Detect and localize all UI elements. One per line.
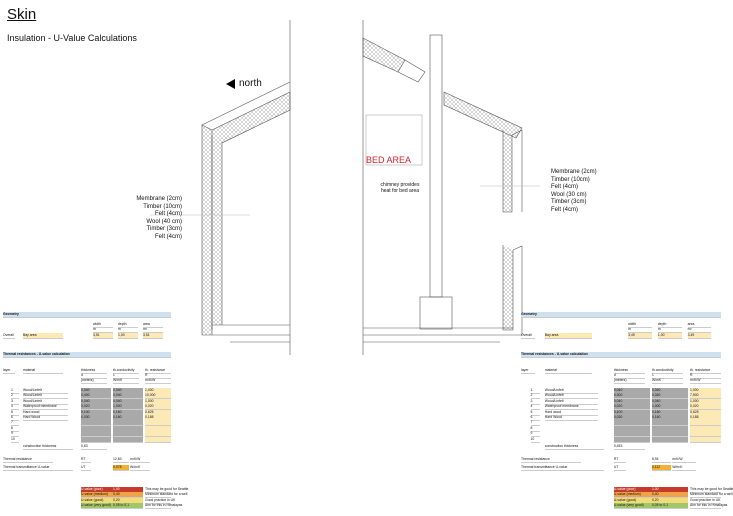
layer-thickness: 0,040 xyxy=(614,388,650,394)
layer-material: Waterproof membrane xyxy=(545,404,599,410)
layer-conductivity: 0,040 xyxy=(652,388,688,394)
layer-label: Timber (3cm) xyxy=(146,226,182,232)
legend-note: Minimum standard for a well xyxy=(145,492,188,497)
geometry-col-header: area xyxy=(688,322,712,328)
layer-number: 4 xyxy=(531,404,541,410)
col-header: material xyxy=(545,368,593,374)
col-unit: (meters) xyxy=(614,378,645,384)
construction-value: 0,63 xyxy=(81,444,107,450)
legend-value: 0,05 to 0,1 xyxy=(113,503,143,509)
legend-label: U-value (good) xyxy=(614,498,652,504)
layer-label: Wool (40 cm) xyxy=(146,218,182,225)
legend-label: U-value (good) xyxy=(81,498,113,504)
layer-thickness: 0,030 xyxy=(81,415,111,421)
layer-conductivity: 0,040 xyxy=(652,399,688,405)
layer-resistance: 1,000 xyxy=(145,399,171,405)
layer-material: Wood/Linfelt xyxy=(545,399,599,405)
overall-value: 1,00 xyxy=(118,333,138,339)
geometry-unit: m xyxy=(93,327,113,333)
overall-value: 3,51 xyxy=(93,333,113,339)
layer-number: 8 xyxy=(531,426,541,432)
layer-number: 1 xyxy=(531,388,541,394)
layer-thickness: 0,020 xyxy=(614,404,650,410)
col-header: thickness xyxy=(81,368,107,374)
layer-conductivity: 0,040 xyxy=(113,399,143,405)
legend-note: Minimum standard for a well xyxy=(690,492,733,497)
geometry-col-header: width xyxy=(93,322,113,328)
legend-note: This may be good for Seattle xyxy=(145,487,189,491)
col-header: layer xyxy=(521,368,535,374)
layer-number: 9 xyxy=(11,431,19,437)
rt-value: 8,94 xyxy=(652,457,671,463)
layer-thickness: 0,030 xyxy=(614,415,650,421)
legend-value: 0,40 xyxy=(113,492,143,498)
geometry-header: Geometry xyxy=(521,312,721,318)
layer-material: Hard Wood xyxy=(23,415,68,421)
layer-label: Felt (4cm) xyxy=(551,184,578,190)
left-layer-list xyxy=(118,196,182,241)
col-header: th.conductivity xyxy=(652,368,683,374)
empty-cell xyxy=(652,437,688,443)
layer-resistance: 1,000 xyxy=(690,399,721,405)
layer-conductivity: 0,040 xyxy=(652,393,688,399)
layer-label: Membrane (2cm) xyxy=(136,196,182,202)
rt-label: Thermal resistance xyxy=(3,457,53,463)
layer-thickness: 0,040 xyxy=(81,388,111,394)
layer-conductivity: 0,040 xyxy=(113,388,143,394)
u-unit: W/m²K xyxy=(672,465,696,471)
layer-resistance: 0,188 xyxy=(145,415,171,421)
legend-value: 0,20 xyxy=(652,498,688,504)
col-unit: m²K/W xyxy=(145,378,171,384)
layer-number: 4 xyxy=(11,404,19,410)
layer-number: 3 xyxy=(11,399,19,405)
layer-resistance: 10,000 xyxy=(145,393,171,399)
geometry-col-header: depth xyxy=(658,322,682,328)
overall-value: 3,51 xyxy=(143,333,163,339)
layer-number: 10 xyxy=(531,437,541,443)
layer-resistance: 0,020 xyxy=(690,404,721,410)
u-label: Thermal transmittance U-value xyxy=(521,465,604,471)
u-value: 0,078 xyxy=(113,465,129,471)
layer-conductivity: 0,160 xyxy=(652,415,688,421)
geometry-header: Geometry xyxy=(3,312,171,318)
legend-label: U-value (medium) xyxy=(81,492,113,498)
col-unit: (meters) xyxy=(81,378,107,384)
layer-thickness: 0,020 xyxy=(81,404,111,410)
col-header: material xyxy=(23,368,63,374)
u-symbol: UT xyxy=(614,465,626,471)
geometry-col-header: depth xyxy=(118,322,138,328)
rt-symbol: RT xyxy=(614,457,626,463)
layer-material: Hard Wood xyxy=(545,415,599,421)
rt-unit: m²K/W xyxy=(130,457,150,463)
layer-thickness: 0,400 xyxy=(81,393,111,399)
layer-material: Waterproof membrane xyxy=(23,404,68,410)
geometry-col-header: area xyxy=(143,322,163,328)
layer-number: 2 xyxy=(11,393,19,399)
layer-material: Hard wood xyxy=(23,410,68,416)
construction-label: construction thickness xyxy=(545,444,605,450)
layer-label: Wool (30 cm) xyxy=(551,191,587,198)
layer-conductivity: 0,160 xyxy=(652,410,688,416)
layer-number: 7 xyxy=(11,420,19,426)
u-value-sheet-left xyxy=(3,312,189,512)
legend-value: 0,40 xyxy=(652,492,688,498)
layer-number: 7 xyxy=(531,420,541,426)
col-unit: W/mK xyxy=(113,378,139,384)
legend-note: Aim for this in Himalayas xyxy=(145,503,183,508)
layer-number: 8 xyxy=(11,426,19,432)
layer-material: Wood/Linfelt xyxy=(545,393,599,399)
bed-area-label: BED AREA xyxy=(366,155,412,165)
layer-resistance: 7,500 xyxy=(690,393,721,399)
legend-label: U-value (poor) xyxy=(614,487,652,493)
layer-conductivity: 1,000 xyxy=(652,404,688,410)
layer-material: Hard wood xyxy=(545,410,599,416)
layer-label: Felt (4cm) xyxy=(551,206,578,213)
overall-value: 3,49 xyxy=(628,333,652,339)
layer-resistance: 1,000 xyxy=(690,388,721,394)
rt-symbol: RT xyxy=(81,457,91,463)
construction-label: construction thickness xyxy=(23,444,73,450)
layer-thickness: 0,100 xyxy=(614,410,650,416)
rt-unit: m²K/W xyxy=(672,457,696,463)
layer-conductivity: 0,160 xyxy=(113,415,143,421)
thermal-header: Thermal resistances - U-value calculation xyxy=(521,352,721,358)
overall-name: Bay area xyxy=(23,333,63,339)
chimney-note-line: heat for bed area xyxy=(380,188,420,194)
layer-conductivity: 1,000 xyxy=(113,404,143,410)
legend-label: U-value (medium) xyxy=(614,492,652,498)
col-unit: m²K/W xyxy=(690,378,721,384)
legend-label: U-value (very good) xyxy=(614,503,652,509)
layer-conductivity: 0,160 xyxy=(113,410,143,416)
layer-label: Membrane (2cm) xyxy=(551,169,597,175)
overall-label: Overall xyxy=(3,333,14,337)
layer-thickness: 0,040 xyxy=(614,399,650,405)
col-symbol: R xyxy=(145,373,171,379)
empty-cell xyxy=(614,437,650,443)
col-symbol: R xyxy=(690,373,721,379)
layer-number: 3 xyxy=(531,399,541,405)
layer-material: Wood/Linfelt xyxy=(23,399,68,405)
u-value: 0,112 xyxy=(652,465,671,471)
construction-value: 0,453 xyxy=(614,444,645,450)
layer-label: Felt (4cm) xyxy=(155,211,182,217)
layer-number: 6 xyxy=(531,415,541,421)
rt-label: Thermal resistance xyxy=(521,457,581,463)
layer-material: Wood/Linfelt xyxy=(23,388,68,394)
overall-name: Bay area xyxy=(545,333,593,339)
layer-material: Wood/Linfelt xyxy=(23,393,68,399)
empty-cell xyxy=(113,437,143,443)
layer-resistance: 1,000 xyxy=(145,388,171,394)
layer-conductivity: 0,040 xyxy=(113,393,143,399)
layer-resistance: 0,020 xyxy=(145,404,171,410)
col-header: th. resistance xyxy=(690,368,721,374)
layer-resistance: 0,625 xyxy=(690,410,721,416)
geometry-unit: m xyxy=(628,327,652,333)
overall-label: Overall xyxy=(521,333,535,339)
overall-value: 1,00 xyxy=(658,333,682,339)
legend-note: Good practice in UK xyxy=(145,497,176,502)
legend-note: Good practice in UK xyxy=(690,497,721,502)
chimney-note-line: chimney provides xyxy=(380,182,420,188)
col-symbol: d xyxy=(614,373,645,379)
legend-label: U-value (very good) xyxy=(81,503,113,509)
overall-value: 3,49 xyxy=(688,333,712,339)
geometry-unit: m² xyxy=(688,327,712,333)
col-header: thickness xyxy=(614,368,645,374)
layer-resistance: 0,625 xyxy=(145,410,171,416)
col-unit: W/mK xyxy=(652,378,683,384)
empty-cell xyxy=(145,437,171,443)
layer-thickness: 0,100 xyxy=(81,410,111,416)
layer-number: 5 xyxy=(11,410,19,416)
col-header: th. resistance xyxy=(145,368,171,374)
layer-label: Timber (10cm) xyxy=(143,203,182,210)
layer-resistance: 0,188 xyxy=(690,415,721,421)
layer-thickness: 0,300 xyxy=(614,393,650,399)
layer-number: 5 xyxy=(531,410,541,416)
layer-number: 6 xyxy=(11,415,19,421)
geometry-unit: m xyxy=(118,327,138,333)
layer-number: 1 xyxy=(11,388,19,394)
layer-label: Timber (3cm) xyxy=(551,199,587,205)
legend-value: 0,20 xyxy=(113,498,143,504)
page-title: Skin xyxy=(7,6,37,23)
col-header: th.conductivity xyxy=(113,368,139,374)
layer-material: Wood/Linfelt xyxy=(545,388,599,394)
layer-number: 9 xyxy=(531,431,541,437)
layer-number: 10 xyxy=(11,437,19,443)
layer-number: 2 xyxy=(531,393,541,399)
legend-note: Aim for this in Himalayas xyxy=(690,503,728,508)
col-header: layer xyxy=(3,368,15,374)
rt-value: 12,83 xyxy=(113,457,129,463)
layer-thickness: 0,040 xyxy=(81,399,111,405)
right-layer-list xyxy=(551,169,631,214)
u-unit: W/m²K xyxy=(130,465,150,471)
page-subtitle: Insulation - U-Value Calculations xyxy=(7,33,137,43)
legend-note: This may be good for Seattle xyxy=(690,487,733,491)
layer-label: Timber (10cm) xyxy=(551,176,590,183)
empty-cell xyxy=(81,437,111,443)
geometry-col-header: width xyxy=(628,322,652,328)
col-symbol: d xyxy=(81,373,107,379)
u-label: Thermal transmittance U-value xyxy=(3,465,73,471)
legend-value: 1,00 xyxy=(113,487,143,493)
chimney-note xyxy=(370,182,430,194)
geometry-unit: m xyxy=(658,327,682,333)
empty-cell xyxy=(690,437,721,443)
legend-value: 0,05 to 0,1 xyxy=(652,503,688,509)
col-symbol: λ xyxy=(652,373,683,379)
thermal-header: Thermal resistances - U-value calculation xyxy=(3,352,171,358)
col-symbol: λ xyxy=(113,373,139,379)
u-symbol: UT xyxy=(81,465,91,471)
legend-value: 1,00 xyxy=(652,487,688,493)
layer-label: Felt (4cm) xyxy=(155,233,182,240)
geometry-unit: m² xyxy=(143,327,163,333)
north-label: north xyxy=(239,78,262,89)
left-wing xyxy=(202,20,290,355)
u-value-sheet-right xyxy=(521,312,733,512)
legend-label: U-value (poor) xyxy=(81,487,113,493)
